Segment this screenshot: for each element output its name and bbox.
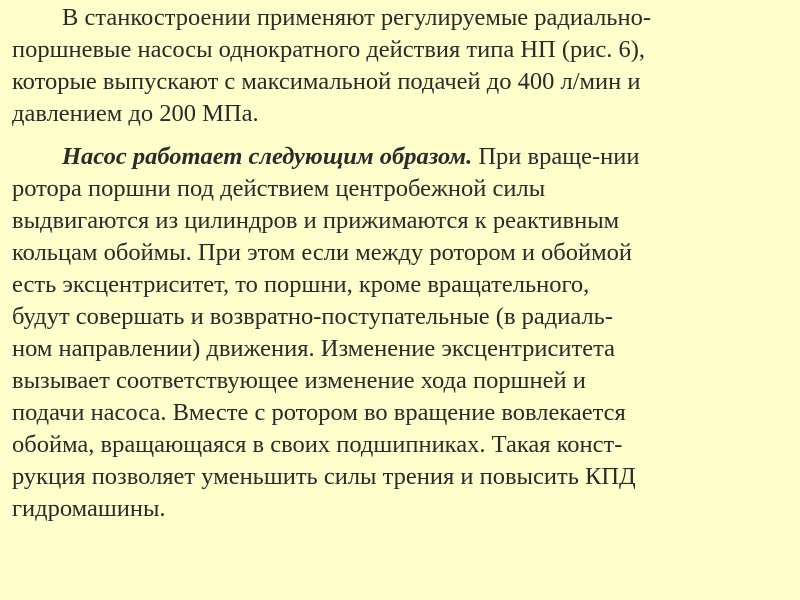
paragraph-2-line: вызывает соответствующее изменение хода поршней и (12, 367, 586, 394)
paragraph-2-line: выдвигаются из цилиндров и прижимаются к реактивным (12, 207, 620, 234)
paragraph-2-line: ротора поршни под действием центробежной силы (12, 175, 546, 202)
paragraph-2-line: кольцам обоймы. При этом если между ротором и обоймой (12, 239, 633, 266)
paragraph-2-line: ном направлении) движения. Изменение эксцентриситета (12, 335, 615, 362)
paragraph-2-first-line-rest: При враще-нии (472, 143, 640, 170)
paragraph-2-lead: Насос работает следующим образом. (62, 143, 473, 170)
paragraph-2-line: подачи насоса. Вместе с ротором во вращение вовлекается (12, 399, 626, 426)
paragraph-1-line: В станкостроении применяют регулируемые радиально- (62, 4, 651, 31)
paragraph-2-first-line (12, 141, 792, 173)
paragraph-2-line: будут совершать и возвратно-поступательные (в радиаль- (12, 303, 614, 330)
paragraph-2-line: гидромашины. (12, 495, 166, 522)
paragraph-2 (12, 141, 792, 525)
paragraph-1-line: поршневые насосы однократного действия типа НП (рис. 6), (12, 36, 646, 63)
paragraph-1 (12, 2, 792, 130)
paragraph-2-line: рукция позволяет уменьшить силы трения и повысить КПД (12, 463, 636, 490)
paragraph-2-line: обойма, вращающаяся в своих подшипниках. Такая конст- (12, 431, 623, 458)
paragraph-1-line: которые выпускают с максимальной подачей до 400 л/мин и (12, 68, 641, 95)
paragraph-1-line: давлением до 200 МПа. (12, 100, 259, 127)
paragraph-2-line: есть эксцентриситет, то поршни, кроме вращательного, (12, 271, 590, 298)
